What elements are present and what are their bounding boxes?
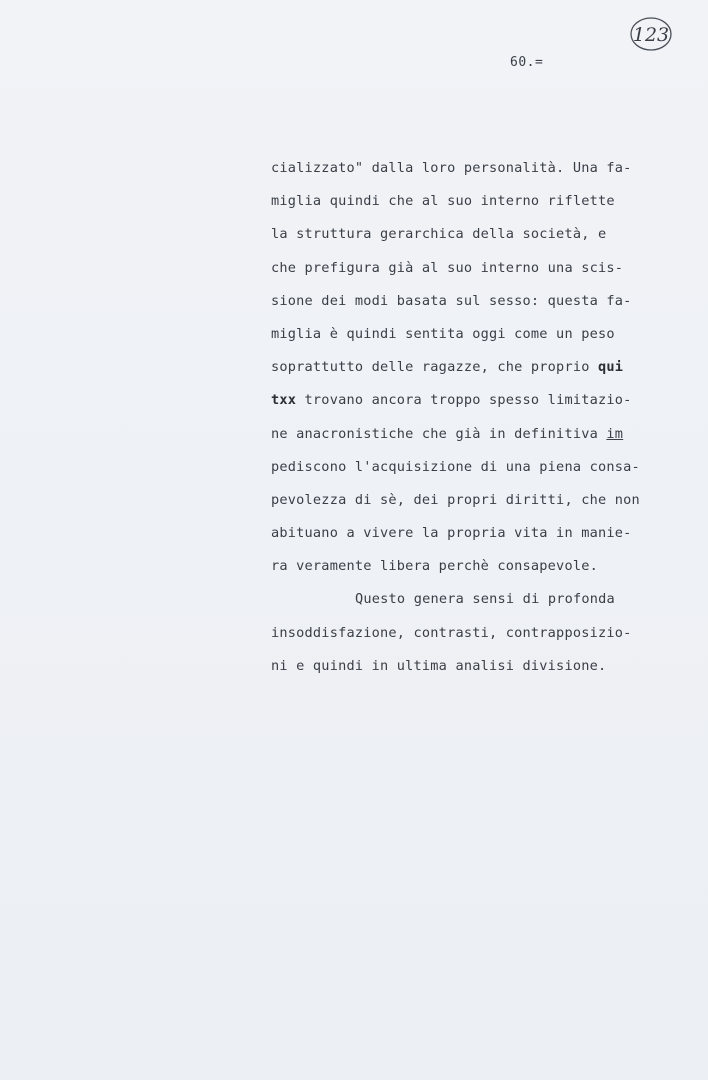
text-line — [271, 484, 651, 517]
text-line — [271, 550, 651, 583]
archive-stamp — [628, 14, 674, 54]
line-text: ra veramente libera perchè consapevole. — [271, 558, 598, 575]
page-number: 60.= — [510, 55, 544, 70]
line-text: che prefigura già al suo interno una scis- — [271, 259, 624, 276]
line-text: insoddisfazione, contrasti, contrapposizio- — [271, 624, 632, 641]
text-line — [271, 418, 651, 451]
text-line — [271, 152, 651, 185]
body-text — [271, 152, 651, 683]
text-line — [271, 384, 651, 417]
text-line — [271, 650, 651, 683]
text-line — [271, 218, 651, 251]
line-text: Questo genera sensi di profonda — [355, 591, 615, 608]
line-text: ne anacronistiche che già in definitiva — [271, 425, 607, 442]
text-line — [271, 185, 651, 218]
archive-circle-icon — [628, 14, 674, 54]
text-line — [271, 451, 651, 484]
text-line — [271, 583, 651, 616]
line-text: trovano ancora troppo spesso limitazio- — [296, 392, 632, 409]
archive-number-text: 123 — [632, 24, 670, 46]
overtyped-text: txx — [271, 392, 297, 409]
line-text: cializzato" dalla loro personalità. Una fa- — [271, 160, 632, 176]
text-line — [271, 318, 651, 351]
text-line — [271, 517, 651, 550]
line-text: abituano a vivere la propria vita in manie- — [271, 525, 632, 542]
line-text: pevolezza di sè, dei propri diritti, che non — [271, 491, 640, 508]
line-text: miglia quindi che al suo interno riflette — [271, 193, 615, 210]
text-line — [271, 351, 651, 384]
overtyped-text: qui — [597, 359, 624, 376]
line-text: pediscono l'acquisizione di una piena consa- — [271, 458, 640, 475]
underlined-text: im — [606, 425, 624, 442]
text-line — [271, 617, 651, 650]
line-text: sione dei modi basata sul sesso: questa fa- — [271, 292, 632, 309]
line-text: soprattutto delle ragazze, che proprio — [271, 359, 598, 376]
line-text: miglia è quindi sentita oggi come un peso — [271, 325, 615, 342]
text-line — [271, 252, 651, 285]
line-text: ni e quindi in ultima analisi divisione. — [271, 657, 607, 674]
text-line — [271, 285, 651, 318]
line-text: la struttura gerarchica della società, e — [271, 226, 607, 243]
